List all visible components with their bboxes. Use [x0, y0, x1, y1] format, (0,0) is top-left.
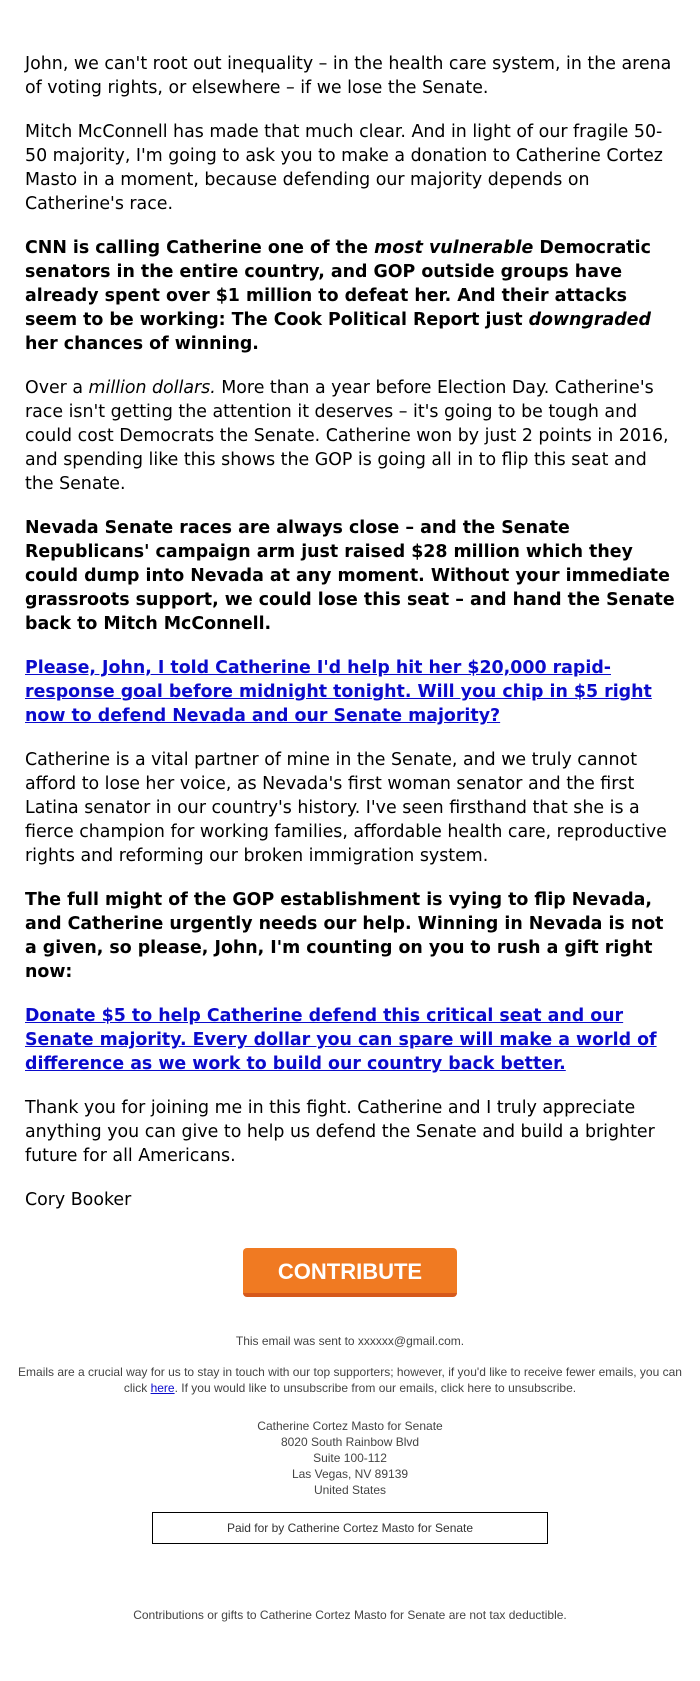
paid-for-box: Paid for by Catherine Cortez Masto for Senate [152, 1512, 548, 1544]
paragraph-million [25, 376, 676, 496]
address-line: Catherine Cortez Masto for Senate [257, 1419, 443, 1433]
contribute-button[interactable]: CONTRIBUTE [243, 1248, 457, 1297]
paragraph-vital-partner: Catherine is a vital partner of mine in the Senate, and we truly cannot afford to lose her voice, as Nevada's first woman senator and the first Latina senator in our country's history. I've seen firsthand that she is a fierce champion for working families, affordable health care, reproductive rights and reforming our broken immigration system. [25, 750, 667, 866]
text-run: More than a year before Election Day. Catherine's race isn't getting the attention it deserves – it's going to be tough and could cost Democrats the Senate. Catherine won by just 2 points in 2016, and spending like this shows the GOP is going all in to flip this seat and the Senate. [25, 378, 669, 494]
footer-sent-to: This email was sent to xxxxxx@gmail.com. [235, 1334, 465, 1348]
text-run: Emails are a crucial way for us to stay in touch with our top supporters; however, if you'd like to receive fewer emails, you can click [18, 1365, 682, 1395]
address-line: Las Vegas, NV 89139 [291, 1467, 409, 1481]
footer [0, 1333, 700, 1623]
cta-container [0, 1248, 700, 1297]
text-run: CNN is calling Catherine one of the [25, 238, 375, 258]
text-run: . If you would like to unsubscribe from our emails, click here to unsubscribe. [174, 1381, 577, 1395]
emphasis-downgraded: downgraded [528, 310, 651, 330]
paragraph-cnn [25, 236, 676, 356]
fewer-emails-link[interactable]: here [150, 1381, 175, 1395]
footer-preferences [0, 1364, 700, 1396]
donate-link-rapid-response[interactable]: Please, John, I told Catherine I'd help hit her $20,000 rapid-response goal before midnight tonight. Will you chip in $5 right now to defend Nevada and our Senate majority? [25, 658, 652, 726]
paragraph-nevada-races: Nevada Senate races are always close – and the Senate Republicans' campaign arm just raised $28 million which they could dump into Nevada at any moment. Without your immediate grassroots support, we could lose this seat – and hand the Senate back to Mitch McConnell. [25, 518, 675, 634]
paragraph-intro: John, we can't root out inequality – in the health care system, in the arena of voting rights, or elsewhere – if we lose the Senate. [25, 54, 672, 98]
text-run: Over a [25, 378, 89, 398]
address-line: Suite 100-112 [313, 1451, 387, 1465]
emphasis-million-dollars: million dollars. [88, 378, 216, 398]
paragraph-thank-you: Thank you for joining me in this fight. Catherine and I truly appreciate anything you can give to help us defend the Senate and build a brighter future for all Americans. [25, 1098, 655, 1166]
text-run: Democratic senators in the entire country, and GOP outside groups have already spent over $1 million to defeat her. And their attacks seem to be working: The Cook Political Report just [25, 238, 651, 330]
text-run: her chances of winning. [25, 334, 259, 354]
paragraph-mcconnell: Mitch McConnell has made that much clear. And in light of our fragile 50-50 majority, I'm going to ask you to make a donation to Catherine Cortez Masto in a moment, because defending our majority depends on Catherine's race. [25, 122, 663, 214]
paragraph-full-might: The full might of the GOP establishment is vying to flip Nevada, and Catherine urgently needs our help. Winning in Nevada is not a given, so please, John, I'm counting on you to rush a gift right now: [25, 890, 664, 982]
emphasis-most-vulnerable: most vulnerable [374, 238, 534, 258]
footer-address [0, 1418, 700, 1498]
donate-link-five-dollars[interactable]: Donate $5 to help Catherine defend this critical seat and our Senate majority. Every dollar you can spare will make a world of difference as we work to build our country back better. [25, 1006, 657, 1074]
signature: Cory Booker [25, 1190, 132, 1210]
address-line: United States [313, 1483, 387, 1497]
address-line: 8020 South Rainbow Blvd [280, 1435, 420, 1449]
footer-tax-note: Contributions or gifts to Catherine Cortez Masto for Senate are not tax deductible. [133, 1608, 567, 1622]
